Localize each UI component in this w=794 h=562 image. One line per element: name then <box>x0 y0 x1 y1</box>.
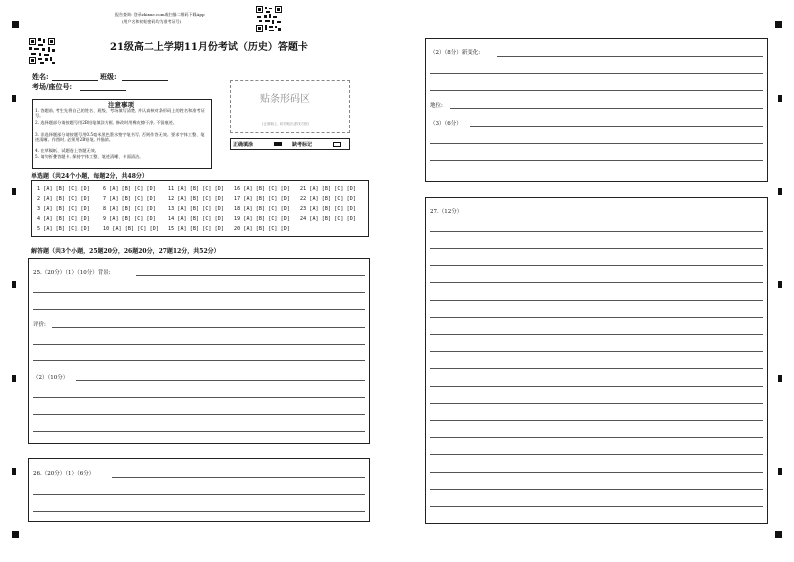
mc-question-23[interactable]: 23 [A] [B] [C] [D] <box>300 206 356 212</box>
q27-answer-line[interactable] <box>430 506 763 507</box>
q27-answer-line[interactable] <box>430 231 763 232</box>
q27-answer-line[interactable] <box>430 317 763 318</box>
q26-part1-label: 26.（20分）（1）（6分） <box>33 471 95 477</box>
q27-answer-line[interactable] <box>430 248 763 249</box>
q26-answer-line[interactable] <box>112 477 365 478</box>
mc-question-15[interactable]: 15 [A] [B] [C] [D] <box>168 226 224 232</box>
seat-label: 考场/座位号: <box>32 82 73 91</box>
side-mark <box>778 375 782 382</box>
q25-answer-line[interactable] <box>76 380 365 381</box>
notice-line-4: 4. 在草稿纸、试题卷上答题无效。 <box>35 148 99 153</box>
q26-part3-label: （3）（6分） <box>430 121 462 127</box>
notice-title: 注意事项 <box>108 101 134 109</box>
q26-answer-line[interactable] <box>430 143 763 144</box>
class-field[interactable] <box>122 80 168 81</box>
q27-answer-line[interactable] <box>430 368 763 369</box>
mc-question-1[interactable]: 1 [A] [B] [C] [D] <box>37 186 90 192</box>
q25-part1-label: 25.（20分）（1）（10分）背景: <box>33 270 111 276</box>
q26-place-label: 地位: <box>430 103 443 109</box>
mc-question-12[interactable]: 12 [A] [B] [C] [D] <box>168 196 224 202</box>
name-label: 姓名: <box>32 72 49 81</box>
side-mark <box>778 281 782 288</box>
side-mark <box>778 188 782 195</box>
notice-line-5: 5. 请勿折叠答题卡, 保持字体工整、笔迹清晰、卡面清洁。 <box>35 154 144 159</box>
mc-question-7[interactable]: 7 [A] [B] [C] [D] <box>103 196 156 202</box>
missing-mark-checkbox[interactable] <box>333 142 341 147</box>
mc-question-2[interactable]: 2 [A] [B] [C] [D] <box>37 196 90 202</box>
side-mark <box>12 95 16 102</box>
corner-mark-bottom-right <box>775 531 782 538</box>
q25-answer-line[interactable] <box>33 292 365 293</box>
mc-question-11[interactable]: 11 [A] [B] [C] [D] <box>168 186 224 192</box>
q26-answer-line[interactable] <box>497 56 763 57</box>
mc-question-17[interactable]: 17 [A] [B] [C] [D] <box>234 196 290 202</box>
q25-answer-line[interactable] <box>33 360 365 361</box>
q25-box <box>28 258 370 444</box>
q27-answer-line[interactable] <box>430 351 763 352</box>
mc-question-16[interactable]: 16 [A] [B] [C] [D] <box>234 186 290 192</box>
q27-answer-line[interactable] <box>430 437 763 438</box>
q27-label: 27.（12分） <box>430 209 463 215</box>
q26-answer-line[interactable] <box>33 494 365 495</box>
barcode-hint: (正面朝上, 切勿贴出虚线方框) <box>262 122 309 126</box>
q25-answer-line[interactable] <box>33 414 365 415</box>
correct-fill-sample <box>274 142 282 146</box>
q25-answer-line[interactable] <box>33 344 365 345</box>
notice-line-1: 1. 答题前, 考生先将自己的姓名、班级、考场填写清楚, 并认真核对条形码上的姓名和准考证号。 <box>35 108 205 119</box>
corner-mark-top-right <box>775 21 782 28</box>
q25-eval-label: 评价: <box>33 322 46 328</box>
corner-mark-top-left <box>12 21 19 28</box>
mc-question-24[interactable]: 24 [A] [B] [C] [D] <box>300 216 356 222</box>
page-title: 21级高二上学期11月份考试（历史）答题卡 <box>110 42 308 53</box>
mc-question-8[interactable]: 8 [A] [B] [C] [D] <box>103 206 156 212</box>
q26-answer-line[interactable] <box>430 90 763 91</box>
side-mark <box>778 95 782 102</box>
barcode-label: 贴条形码区 <box>260 94 310 105</box>
q27-answer-line[interactable] <box>430 420 763 421</box>
mc-question-19[interactable]: 19 [A] [B] [C] [D] <box>234 216 290 222</box>
mc-question-13[interactable]: 13 [A] [B] [C] [D] <box>168 206 224 212</box>
class-label: 班级: <box>100 72 117 81</box>
mc-question-5[interactable]: 5 [A] [B] [C] [D] <box>37 226 90 232</box>
q25-answer-line[interactable] <box>33 309 365 310</box>
mc-question-21[interactable]: 21 [A] [B] [C] [D] <box>300 186 356 192</box>
mc-section-title: 单选题（共24个小题，每题2分，共48分） <box>31 173 148 180</box>
mc-question-20[interactable]: 20 [A] [B] [C] [D] <box>234 226 290 232</box>
q26-answer-line[interactable] <box>450 108 763 109</box>
seat-field[interactable] <box>80 90 126 91</box>
q27-answer-line[interactable] <box>430 300 763 301</box>
side-mark <box>12 188 16 195</box>
mc-question-4[interactable]: 4 [A] [B] [C] [D] <box>37 216 90 222</box>
q27-answer-line[interactable] <box>430 386 763 387</box>
notice-line-3: 3. 非选择题部分请按题号用0.5毫米黑色墨水签字笔书写, 否则作答无效。要求字体工整、笔迹清晰。作图时, 必须用2B铅笔, 并描浓。 <box>35 132 205 143</box>
essay-section-title: 解答题（共3个小题，25题20分，26题20分，27题12分，共52分） <box>31 248 220 255</box>
name-field[interactable] <box>52 80 98 81</box>
q26-answer-line[interactable] <box>33 511 365 512</box>
q27-answer-line[interactable] <box>430 454 763 455</box>
q26-answer-line[interactable] <box>430 160 763 161</box>
mc-question-6[interactable]: 6 [A] [B] [C] [D] <box>103 186 156 192</box>
q27-answer-line[interactable] <box>430 472 763 473</box>
q26-answer-line[interactable] <box>470 126 763 127</box>
missing-mark-label: 缺考标记 <box>292 142 313 148</box>
side-mark <box>12 375 16 382</box>
q25-answer-line[interactable] <box>52 327 365 328</box>
q25-answer-line[interactable] <box>33 431 365 432</box>
q27-answer-line[interactable] <box>430 334 763 335</box>
q25-part2-label: （2）（10分） <box>33 375 69 381</box>
side-mark <box>778 468 782 475</box>
q26-part1-box <box>28 458 370 522</box>
q25-answer-line[interactable] <box>136 275 365 276</box>
q26-part2-label: （2）（8分）新变化: <box>430 50 481 56</box>
side-mark <box>12 468 16 475</box>
q27-answer-line[interactable] <box>430 265 763 266</box>
qr-code-left <box>29 38 55 64</box>
mc-question-9[interactable]: 9 [A] [B] [C] [D] <box>103 216 156 222</box>
q27-box <box>425 197 768 524</box>
correct-fill-label: 正确填涂 <box>233 142 254 148</box>
q25-answer-line[interactable] <box>33 397 365 398</box>
corner-mark-bottom-left <box>12 531 19 538</box>
side-mark <box>12 281 16 288</box>
report-query-line: 报告查询: 登录zhixue.com或扫描二维码下载App <box>115 12 205 17</box>
mc-question-14[interactable]: 14 [A] [B] [C] [D] <box>168 216 224 222</box>
notice-line-2: 2. 选择题部分请按题号用2B铅笔填涂方框, 修改时用橡皮擦干净, 不留痕迹。 <box>35 120 178 125</box>
q27-answer-line[interactable] <box>430 282 763 283</box>
mc-question-22[interactable]: 22 [A] [B] [C] [D] <box>300 196 356 202</box>
q26-answer-line[interactable] <box>430 73 763 74</box>
report-query-note: (用户名和初始密码均为准考证号) <box>122 19 182 24</box>
mc-question-10[interactable]: 10 [A] [B] [C] [D] <box>103 226 159 232</box>
q27-answer-line[interactable] <box>430 489 763 490</box>
q27-answer-line[interactable] <box>430 403 763 404</box>
mc-question-18[interactable]: 18 [A] [B] [C] [D] <box>234 206 290 212</box>
qr-code-top <box>256 6 282 32</box>
mc-question-3[interactable]: 3 [A] [B] [C] [D] <box>37 206 90 212</box>
